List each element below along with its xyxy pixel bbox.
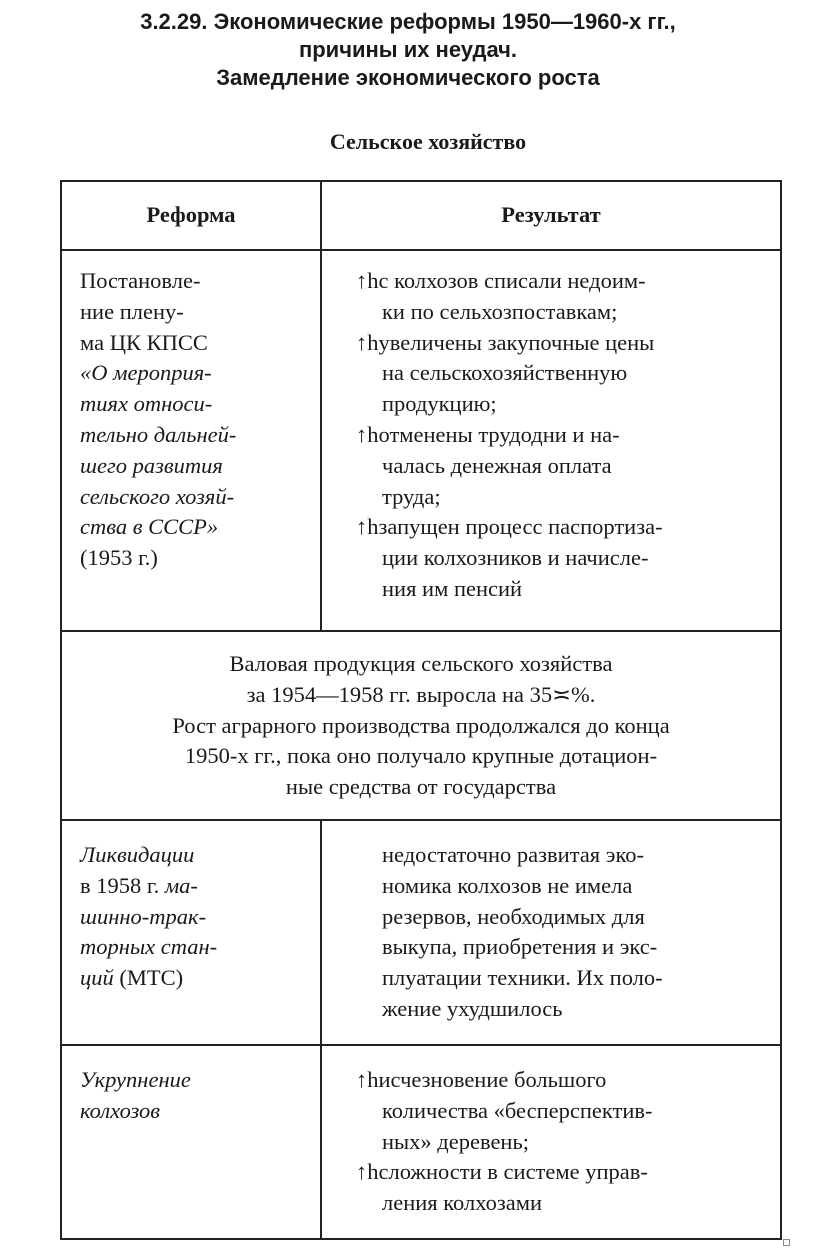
- result-line: ↑hсложности в системе управ-: [356, 1159, 648, 1185]
- result-line: на сельскохозяйственную: [382, 360, 628, 386]
- result-line: ции колхозников и начисле-: [382, 545, 649, 571]
- row1-result: [356, 266, 663, 605]
- summary-line: ные средства от государства: [285, 774, 557, 800]
- resize-handle[interactable]: [783, 1239, 790, 1246]
- reform-line: Укрупнение: [80, 1067, 191, 1092]
- result-line: ↑hзапущен процесс паспортиза-: [356, 514, 663, 540]
- section-subtitle: Сельское хозяйство: [329, 129, 527, 154]
- summary-line: 1950-х гг., пока оно получало крупные дотацион-: [184, 743, 658, 769]
- row3-reform: [80, 1065, 191, 1127]
- reform-line: торных стан-: [80, 934, 218, 960]
- table-divider: [62, 630, 780, 632]
- result-line: ↑hс колхозов списали недоим-: [356, 268, 646, 293]
- result-line: выкупа, приобретения и экс-: [382, 934, 658, 960]
- reform-line: шинно-трак-: [80, 903, 207, 929]
- row1-reform: [80, 266, 236, 574]
- reform-text: в 1958 г.: [80, 872, 165, 898]
- row2-result: [382, 840, 663, 1025]
- heading-line-1: 3.2.29. Экономические реформы 1950—1960-х гг.,: [140, 9, 676, 34]
- result-line: номика колхозов не имела: [382, 872, 633, 898]
- column-divider: [320, 182, 322, 630]
- reform-line: [80, 871, 217, 902]
- result-line: ных» деревень;: [382, 1128, 529, 1154]
- result-line: резервов, необходимых для: [382, 903, 645, 929]
- table-divider: [62, 819, 780, 821]
- row3-result: [356, 1065, 652, 1219]
- table-divider: [62, 249, 780, 251]
- reform-text: ций: [80, 965, 114, 991]
- result-line: труда;: [382, 483, 441, 509]
- reforms-table: [60, 180, 782, 1240]
- summary-line: за 1954—1958 гг. выросла на 35≍%.: [246, 681, 596, 707]
- reform-line: (1953 г.): [80, 545, 158, 571]
- reform-line: тиях относи-: [80, 391, 213, 417]
- result-line: продукцию;: [382, 391, 497, 417]
- summary-text: [62, 649, 780, 803]
- reform-line: Постановле-: [80, 268, 201, 293]
- reform-line: шего развития: [80, 452, 223, 478]
- header-result: Результат: [501, 202, 601, 227]
- reform-text: ма-: [164, 872, 198, 898]
- reform-line: колхозов: [80, 1097, 161, 1123]
- reform-line: сельского хозяй-: [80, 483, 235, 509]
- header-reform: Реформа: [146, 202, 236, 227]
- reform-line: ства в СССР»: [80, 514, 219, 540]
- result-line: ния им пенсий: [382, 575, 523, 601]
- reform-line: «О мероприя-: [80, 360, 212, 386]
- reform-line: ние плену-: [80, 298, 184, 324]
- reform-line: тельно дальней-: [80, 421, 237, 447]
- result-line: ления колхозами: [382, 1190, 543, 1216]
- table-divider: [62, 1044, 780, 1046]
- reform-text: (МТС): [113, 965, 184, 991]
- row2-reform: [80, 840, 217, 994]
- result-line: чалась денежная оплата: [382, 452, 612, 478]
- result-line: ↑hисчезновение большого: [356, 1067, 607, 1092]
- reform-line: Ликвидации: [80, 842, 195, 867]
- result-line: недостаточно развитая эко-: [382, 842, 644, 867]
- result-line: ки по сельхозпоставкам;: [382, 298, 618, 324]
- heading-line-3: Замедление экономического роста: [216, 65, 600, 90]
- reform-line: ма ЦК КПСС: [80, 329, 208, 355]
- result-line: ↑hувеличены закупочные цены: [356, 329, 655, 355]
- document-heading: [0, 8, 816, 92]
- result-line: количества «бесперспектив-: [382, 1097, 653, 1123]
- result-line: жение ухудшилось: [382, 995, 563, 1021]
- result-line: плуатации техники. Их поло-: [382, 965, 663, 991]
- heading-line-2: причины их неудач.: [298, 37, 518, 62]
- summary-line: Рост аграрного производства продолжался до конца: [172, 712, 670, 738]
- summary-line: Валовая продукция сельского хозяйства: [229, 651, 613, 676]
- column-divider: [320, 819, 322, 1240]
- result-line: ↑hотменены трудодни и на-: [356, 421, 620, 447]
- reform-line: [80, 963, 217, 994]
